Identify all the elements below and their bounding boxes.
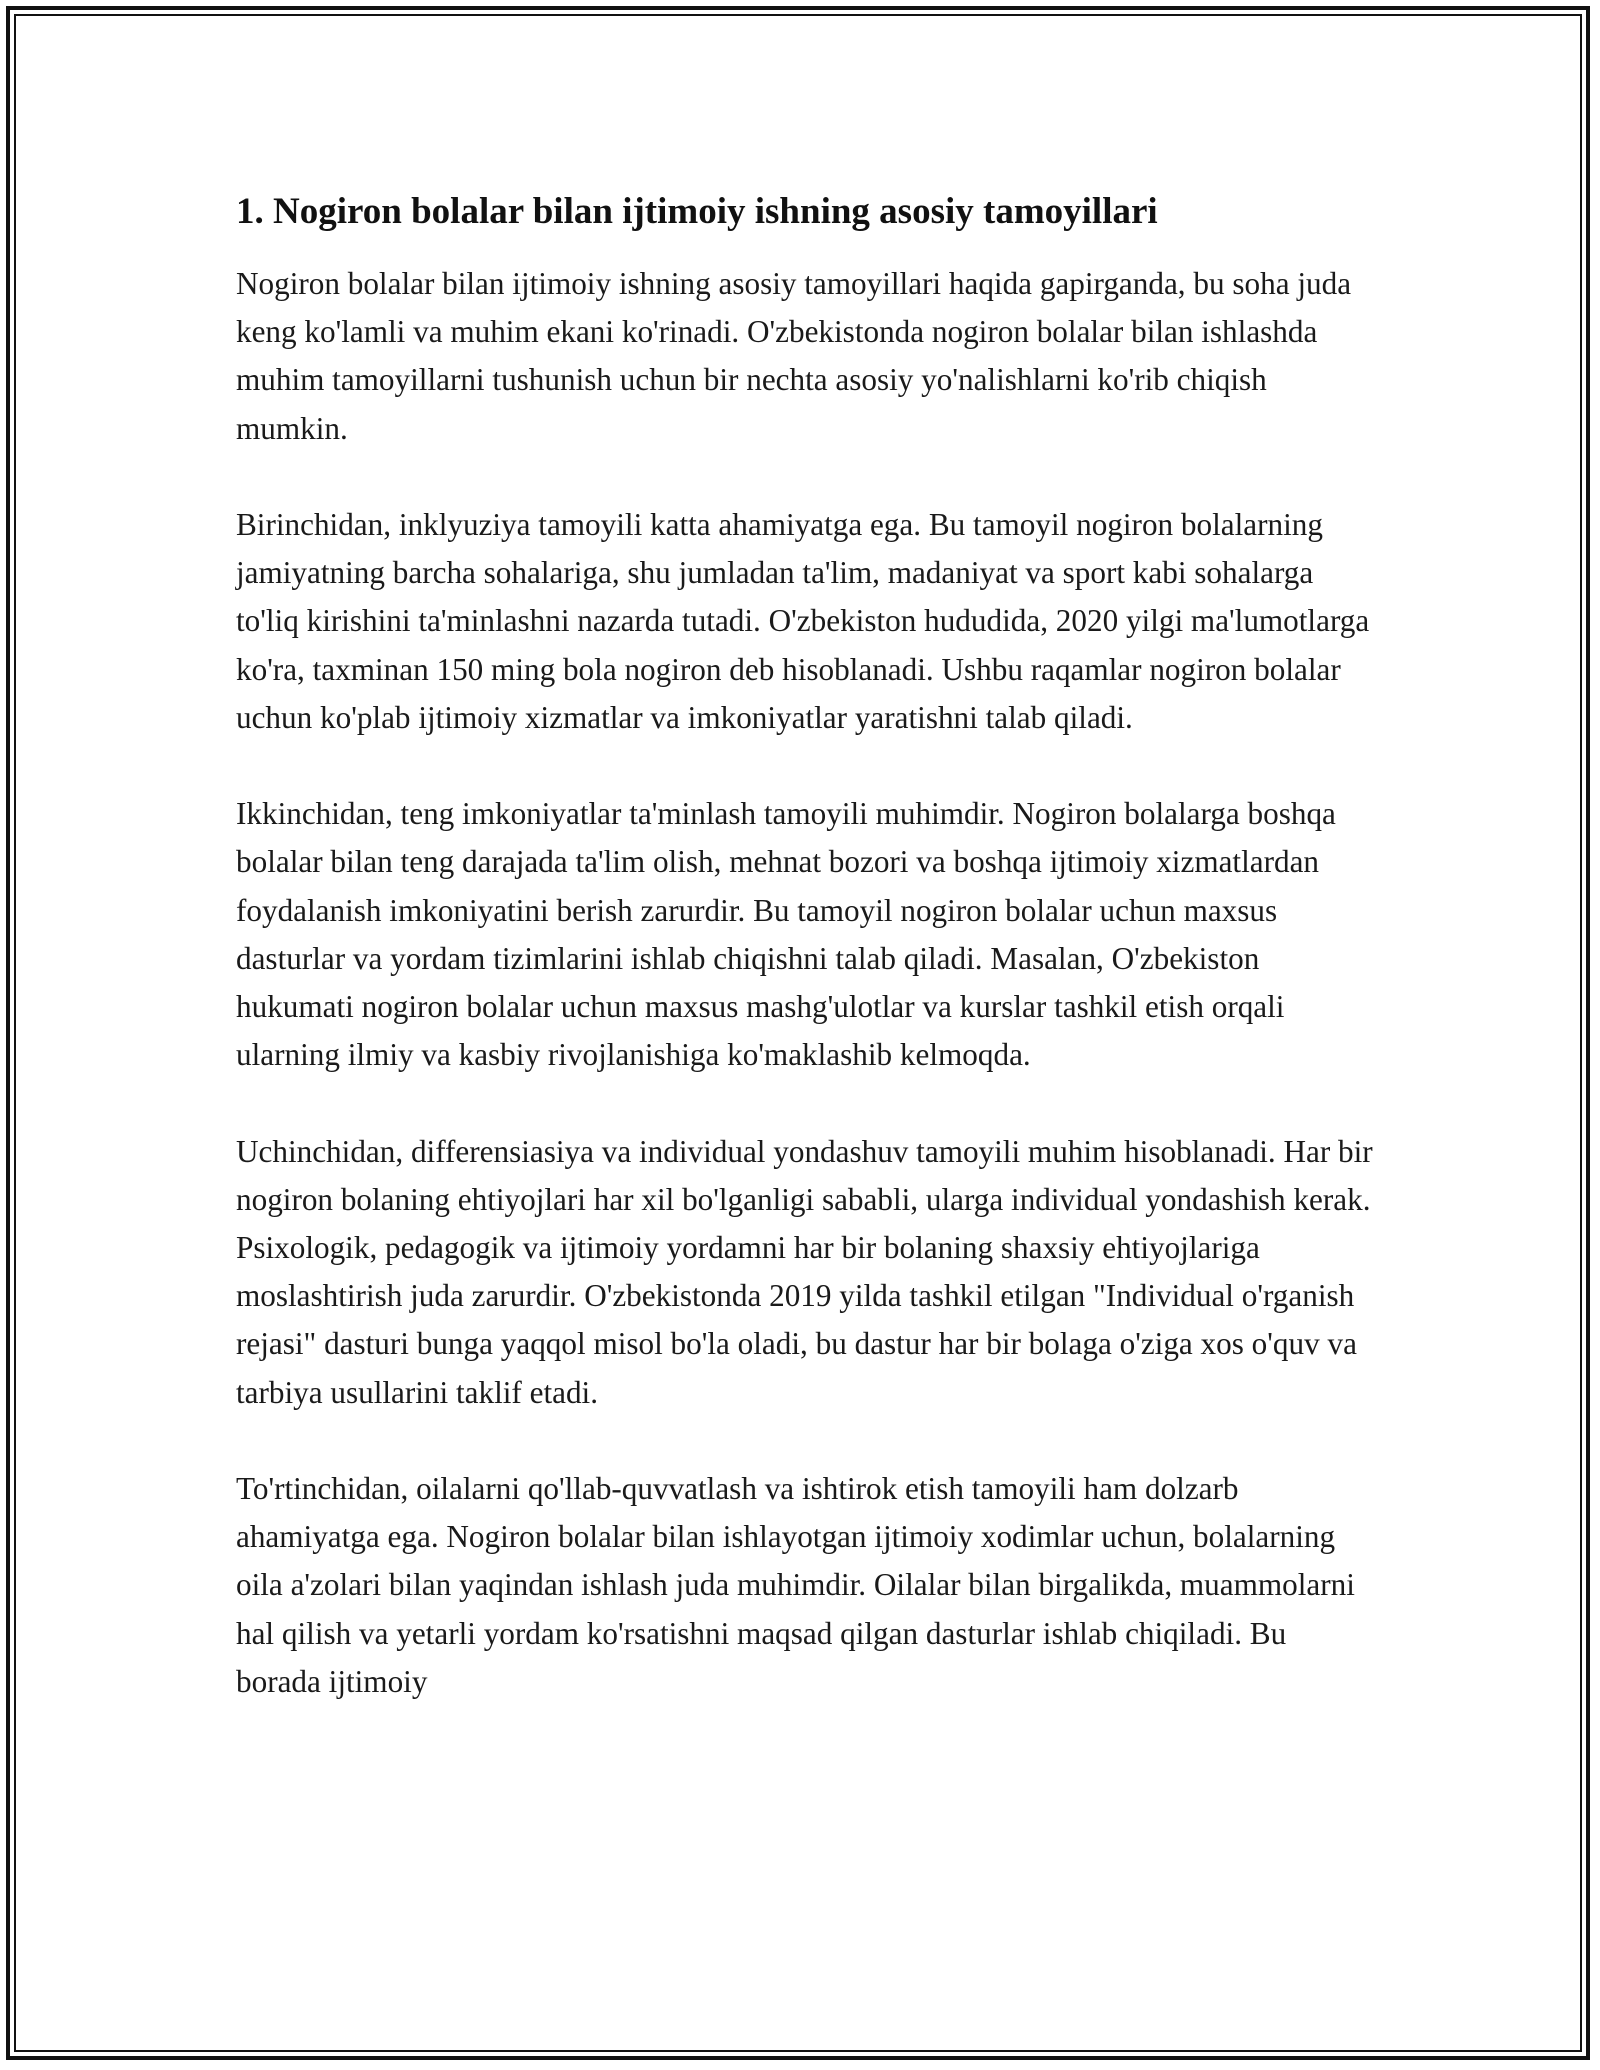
section-heading: 1. Nogiron bolalar bilan ijtimoiy ishning asosiy tamoyillari <box>236 191 1158 232</box>
document-body <box>236 188 1376 1754</box>
paragraph-family-support: To'rtinchidan, oilalarni qo'llab-quvvatlash va ishtirok etish tamoyili ham dolzarb ahamiyatga ega. Nogiron bolalar bilan ishlayotgan ijtimoiy xodimlar uchun, bolalarning oila a'zolari bilan yaqindan ishlash juda muhimdir. Oilalar bilan birgalikda, muammolarni hal qilish va yetarli yordam ko'rsatishni maqsad qilgan dasturlar ishlab chiqiladi. Bu borada ijtimoiy <box>236 1471 1355 1699</box>
paragraph-individual-approach: Uchinchidan, differensiasiya va individual yondashuv tamoyili muhim hisoblanadi. Har bir nogiron bolaning ehtiyojlari har xil bo'lganligi sababli, ularga individual yondashish kerak. Psixologik, pedagogik va ijtimoiy yordamni har bir bolaning shaxsiy ehtiyojlariga moslashtirish juda zarurdir. O'zbekistonda 2019 yilda tashkil etilgan "Individual o'rganish rejasi" dasturi bunga yaqqol misol bo'la oladi, bu dastur har bir bolaga o'ziga xos o'quv va tarbiya usullarini taklif etadi. <box>236 1133 1373 1410</box>
paragraph-intro: Nogiron bolalar bilan ijtimoiy ishning asosiy tamoyillari haqida gapirganda, bu soha juda keng ko'lamli va muhim ekani ko'rinadi. O'zbekistonda nogiron bolalar bilan ishlashda muhim tamoyillarni tushunish uchun bir nechta asosiy yo'nalishlarni ko'rib chiqish mumkin. <box>236 266 1352 446</box>
paragraph-equal-opportunities: Ikkinchidan, teng imkoniyatlar ta'minlash tamoyili muhimdir. Nogiron bolalarga boshqa bolalar bilan teng darajada ta'lim olish, mehnat bozori va boshqa ijtimoiy xizmatlardan foydalanish imkoniyatini berish zarurdir. Bu tamoyil nogiron bolalar uchun maxsus dasturlar va yordam tizimlarini ishlab chiqishni talab qiladi. Masalan, O'zbekiston hukumati nogiron bolalar uchun maxsus mashg'ulotlar va kurslar tashkil etish orqali ularning ilmiy va kasbiy rivojlanishiga ko'maklashib kelmoqda. <box>236 796 1336 1073</box>
paragraph-inclusion: Birinchidan, inklyuziya tamoyili katta ahamiyatga ega. Bu tamoyil nogiron bolalarning jamiyatning barcha sohalariga, shu jumladan ta'lim, madaniyat va sport kabi sohalarga to'liq kirishini ta'minlashni nazarda tutadi. O'zbekiston hududida, 2020 yilgi ma'lumotlarga ko'ra, taxminan 150 ming bola nogiron deb hisoblanadi. Ushbu raqamlar nogiron bolalar uchun ko'plab ijtimoiy xizmatlar va imkoniyatlar yaratishni talab qiladi. <box>236 507 1370 735</box>
